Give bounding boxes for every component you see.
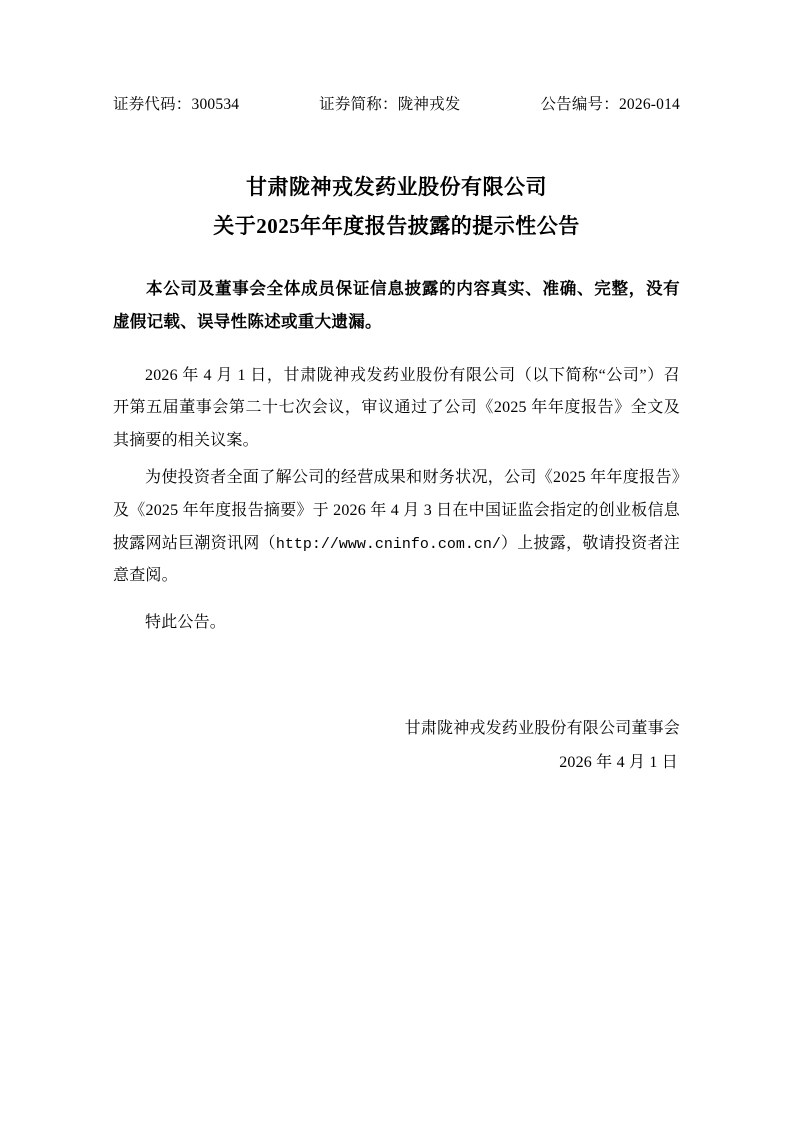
title-line-1: 甘肃陇神戎发药业股份有限公司 xyxy=(246,175,547,199)
disclosure-statement: 本公司及董事会全体成员保证信息披露的内容真实、准确、完整，没有虚假记载、误导性陈述或重大遗漏。 xyxy=(113,278,680,331)
announcement-number-value: 2026-014 xyxy=(618,96,680,113)
paragraph-closing: 特此公告。 xyxy=(145,614,227,632)
security-name-value: 陇神戎发 xyxy=(397,96,461,113)
paragraph-disclosure-site xyxy=(113,462,680,593)
paragraph-disclosure-site-part2: ）上披露，敬请投资者注意查阅。 xyxy=(113,534,680,585)
security-code-value: 300534 xyxy=(191,96,240,113)
page-title xyxy=(113,168,680,246)
announcement-number-label: 公告编号： xyxy=(540,96,619,113)
signature-company: 甘肃陇神戎发药业股份有限公司董事会 xyxy=(404,720,680,738)
security-code xyxy=(113,92,239,114)
title-line-2: 关于2025年年度报告披露的提示性公告 xyxy=(213,213,580,238)
signature-date: 2026 年 4 月 1 日 xyxy=(559,753,678,771)
signature-block xyxy=(113,712,680,779)
paragraph-disclosure-site-part1: 为使投资者全面了解公司的经营成果和财务状况，公司《2025 年年度报告》及《2025 年年度报告摘要》于 2026 年 4 月 3 日在中国证监会指定的创业板信息披露网站巨潮资讯网（ xyxy=(113,469,680,552)
security-code-label: 证券代码： xyxy=(113,96,192,113)
security-name-label: 证券简称： xyxy=(319,96,398,113)
security-name xyxy=(319,92,460,114)
paragraph-board-meeting: 2026 年 4 月 1 日，甘肃陇神戎发药业股份有限公司（以下简称“公司”）召开第五届董事会第二十七次会议，审议通过了公司《2025 年年度报告》全文及其摘要的相关议案。 xyxy=(113,366,680,450)
document-header xyxy=(113,92,680,114)
announcement-number xyxy=(540,92,680,114)
cninfo-url: http://www.cninfo.com.cn/ xyxy=(275,535,501,553)
